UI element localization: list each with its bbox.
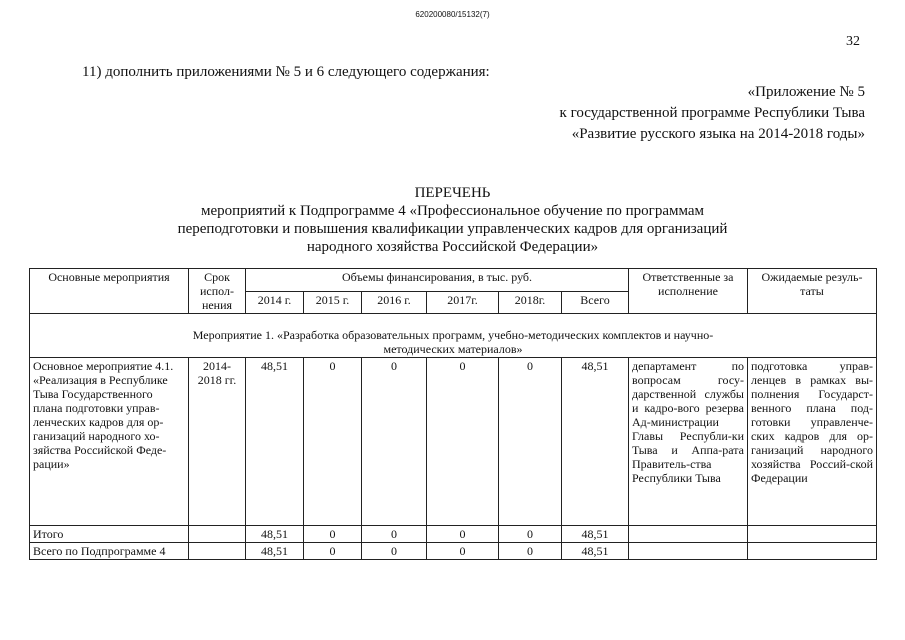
- measure-term: 2014-2018 гг.: [189, 358, 246, 526]
- value-cell: 0: [304, 358, 362, 526]
- value-cell: 0: [304, 526, 362, 543]
- header-responsible: Ответственные за исполнение: [629, 269, 748, 314]
- intro-text: 11) дополнить приложениями № 5 и 6 следующего содержания:: [82, 64, 490, 80]
- value-cell: 48,51: [246, 526, 304, 543]
- value-cell: 0: [362, 543, 427, 560]
- doc-title-line: переподготовки и повышения квалификации управленческих кадров для организаций: [177, 221, 728, 237]
- measures-table: [29, 268, 877, 560]
- page-number: 32: [846, 34, 860, 49]
- value-cell: 48,51: [246, 543, 304, 560]
- doc-title-line: мероприятий к Подпрограмме 4 «Профессиональное обучение по программам: [200, 203, 705, 219]
- value-cell: 48,51: [562, 543, 629, 560]
- value-cell: 0: [499, 358, 562, 526]
- value-cell: 0: [427, 358, 499, 526]
- appendix-line: к государственной программе Республики Тыва: [559, 105, 865, 121]
- measure-name: Основное мероприятие 4.1. «Реализация в Республике Тыва Государственного плана подготовки управ-ленческих кадров для ор-ганизаций народного хо-зяйства Российской Феде-рации»: [30, 358, 189, 526]
- header-term: Срок испол-нения: [189, 269, 246, 314]
- header-expected: Ожидаемые резуль-таты: [748, 269, 877, 314]
- grand-total-label: Всего по Подпрограмме 4: [30, 543, 189, 560]
- doc-heading: ПЕРЕЧЕНЬ: [414, 185, 491, 201]
- total-label: Итого: [30, 526, 189, 543]
- value-cell: 0: [362, 526, 427, 543]
- header-financing: Объемы финансирования, в тыс. руб.: [246, 269, 629, 292]
- appendix-header: [560, 82, 865, 145]
- value-cell: 0: [362, 358, 427, 526]
- header-main: Основные мероприятия: [30, 269, 189, 314]
- document-code: 620200080/15132(7): [415, 10, 490, 19]
- header-year: 2014 г.: [246, 291, 304, 314]
- measure-responsible: департамент по вопросам госу-дарственной службы и кадро-вого резерва Ад-министрации Главы Республи-ки Тыва и Аппа-рата Правитель-ства Республики Тыва: [629, 358, 748, 526]
- doc-title-line: народного хозяйства Российской Федерации»: [306, 239, 599, 255]
- value-cell: 0: [499, 543, 562, 560]
- section-row: Мероприятие 1. «Разработка образовательных программ, учебно-методических комплектов и научно-методических материалов»: [30, 314, 877, 358]
- measure-expected: подготовка управ-ленцев в рамках вы-полнения Государст-венного плана под-готовки управленче-ских кадров для ор-ганизаций народного хозяйства Россий-ской Федерации: [748, 358, 877, 526]
- header-year: 2017г.: [427, 291, 499, 314]
- header-year: 2015 г.: [304, 291, 362, 314]
- value-cell: 0: [304, 543, 362, 560]
- value-cell: 0: [427, 526, 499, 543]
- header-total: Всего: [562, 291, 629, 314]
- header-year: 2016 г.: [362, 291, 427, 314]
- value-cell: 48,51: [562, 526, 629, 543]
- appendix-line: «Развитие русского языка на 2014-2018 годы»: [571, 126, 865, 142]
- header-year: 2018г.: [499, 291, 562, 314]
- value-cell: 48,51: [246, 358, 304, 526]
- appendix-line: «Приложение № 5: [747, 84, 865, 100]
- value-cell: 0: [427, 543, 499, 560]
- value-cell: 0: [499, 526, 562, 543]
- value-cell: 48,51: [562, 358, 629, 526]
